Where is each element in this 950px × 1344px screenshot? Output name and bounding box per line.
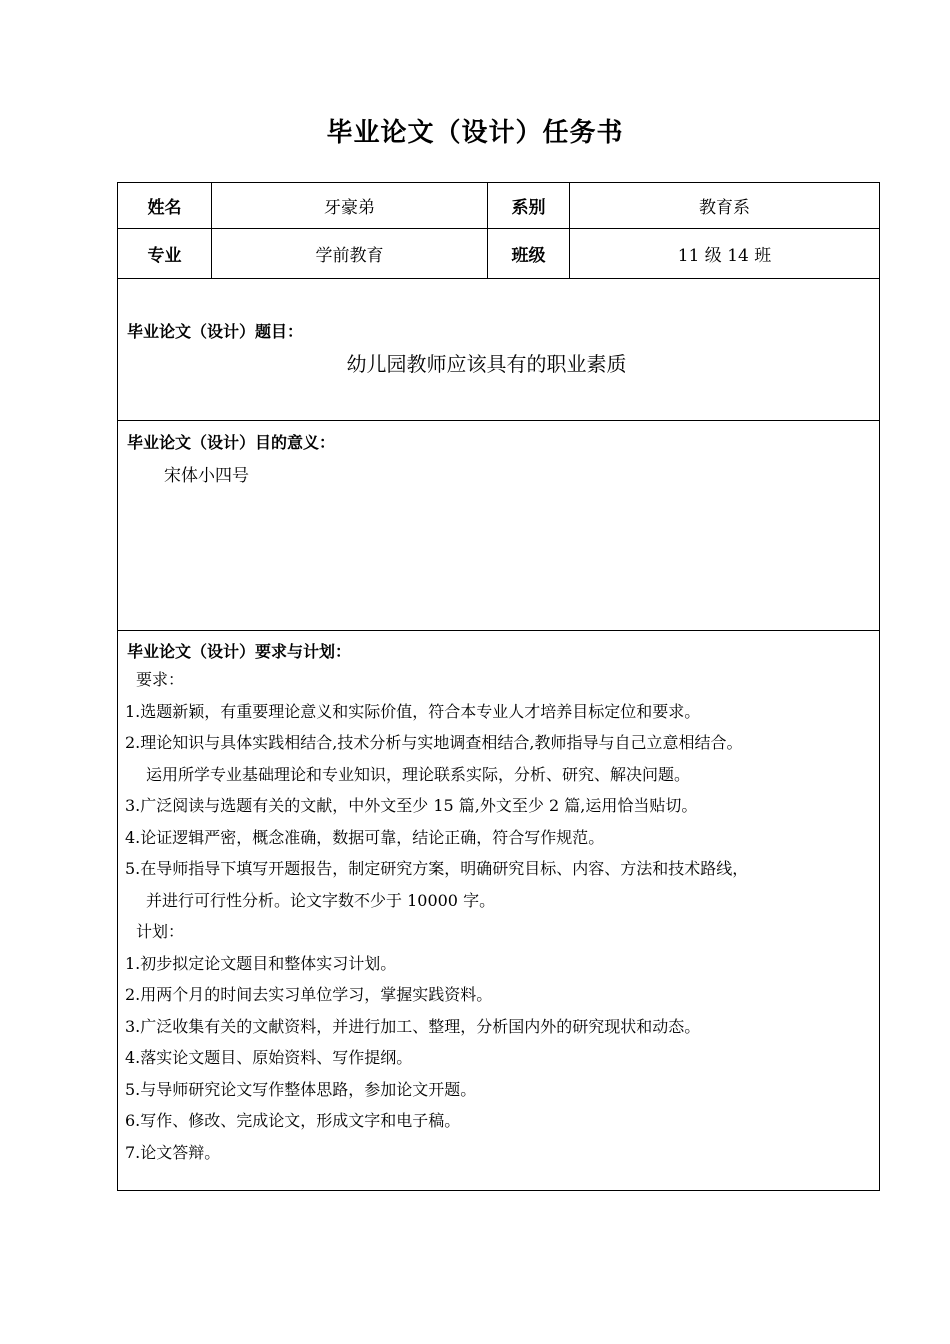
requirement-item: 3.广泛阅读与选题有关的文献，中外文至少 15 篇,外文至少 2 篇,运用恰当贴切。 <box>125 796 698 815</box>
purpose-note: 宋体小四号 <box>164 466 249 486</box>
dept-value: 教育系 <box>570 183 880 229</box>
schedule-label: 计划： <box>136 922 185 941</box>
info-row-1 <box>118 183 880 229</box>
dept-label: 系别 <box>488 183 570 229</box>
page-title: 毕业论文（设计）任务书 <box>326 118 624 148</box>
major-value: 学前教育 <box>212 229 488 279</box>
schedule-item: 3.广泛收集有关的文献资料，并进行加工、整理，分析国内外的研究现状和动态。 <box>125 1016 701 1036</box>
class-label: 班级 <box>488 229 570 279</box>
class-value: 11 级 14 班 <box>570 229 880 279</box>
major-label: 专业 <box>118 229 212 279</box>
plan-heading: 毕业论文（设计）要求与计划： <box>127 642 352 661</box>
plan-row <box>118 631 880 1191</box>
info-row-2 <box>118 229 880 279</box>
requirement-item: 并进行可行性分析。论文字数不少于 10000 字。 <box>146 890 496 910</box>
topic-section <box>118 279 880 421</box>
topic-value: 幼儿园教师应该具有的职业素质 <box>346 352 627 376</box>
requirement-item: 5.在导师指导下填写开题报告，制定研究方案，明确研究目标、内容、方法和技术路线， <box>125 859 749 878</box>
schedule-item: 2.用两个月的时间去实习单位学习，掌握实践资料。 <box>125 985 493 1004</box>
plan-section <box>118 631 880 1191</box>
purpose-section <box>118 421 880 631</box>
requirement-item: 4.论证逻辑严密，概念准确，数据可靠，结论正确，符合写作规范。 <box>125 827 605 847</box>
schedule-item: 1.初步拟定论文题目和整体实习计划。 <box>125 953 397 973</box>
requirement-item: 1.选题新颖，有重要理论意义和实际价值，符合本专业人才培养目标定位和要求。 <box>125 701 701 721</box>
schedule-item: 4.落实论文题目、原始资料、写作提纲。 <box>125 1048 413 1067</box>
schedule-item: 6.写作、修改、完成论文，形成文字和电子稿。 <box>125 1111 461 1130</box>
schedule-item: 7.论文答辩。 <box>125 1142 221 1162</box>
requirement-item: 运用所学专业基础理论和专业知识，理论联系实际，分析、研究、解决问题。 <box>146 764 691 784</box>
purpose-row <box>118 421 880 631</box>
topic-heading: 毕业论文（设计）题目： <box>127 322 304 341</box>
requirement-item: 2.理论知识与具体实践相结合,技术分析与实地调查相结合,教师指导与自己立意相结合。 <box>125 733 743 752</box>
purpose-heading: 毕业论文（设计）目的意义： <box>127 433 336 452</box>
schedule-item: 5.与导师研究论文写作整体思路，参加论文开题。 <box>125 1079 477 1099</box>
requirements-label: 要求： <box>136 670 185 689</box>
name-label: 姓名 <box>118 183 212 229</box>
topic-row <box>118 279 880 421</box>
name-value: 牙豪弟 <box>212 183 488 229</box>
task-form-table <box>117 182 880 1191</box>
